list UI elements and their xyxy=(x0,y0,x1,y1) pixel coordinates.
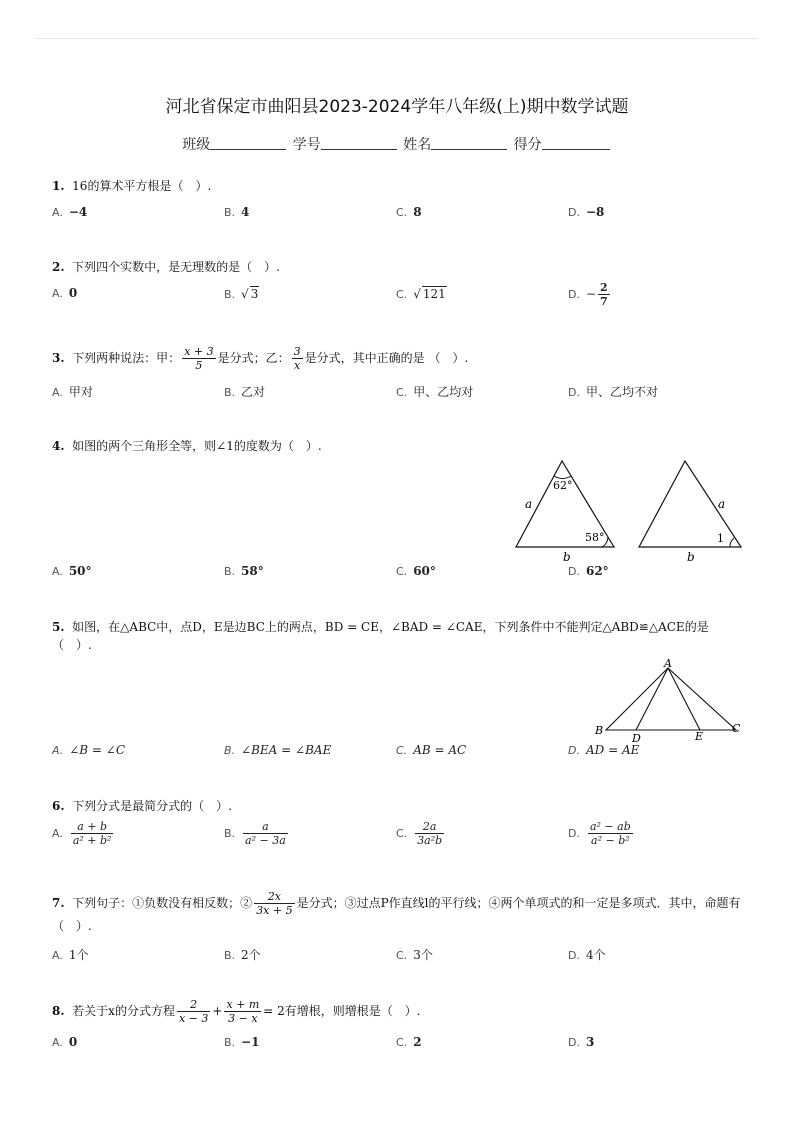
fraction: $\frac{x + m}{3 - x}$ xyxy=(226,998,260,1025)
score-label: 得分 xyxy=(513,137,542,153)
q3-option-a[interactable]: A. 甲对 xyxy=(52,385,93,399)
q6-option-a[interactable]: A. $\frac{a + b}{\text{a² + b²}}$ xyxy=(52,820,112,847)
question-number: 8. xyxy=(52,1004,65,1018)
q5-option-b[interactable]: B. ∠BEA = ∠BAE xyxy=(224,743,332,757)
segment-ae xyxy=(668,668,700,730)
fraction: $\frac{2x}{3x + 5}$ xyxy=(256,890,293,917)
q5-option-a[interactable]: A. ∠B = ∠C xyxy=(52,743,126,757)
name-label: 姓名 xyxy=(403,137,432,153)
right-triangle xyxy=(639,461,741,547)
question-number: 7. xyxy=(52,896,65,910)
question-5: 5. 如图，在△ABC中，点D，E是边BC上的两点，BD = CE，∠BAD = ∠CAE，下列条件中不能判定△ABD≌△ACE的是 （ ）. xyxy=(52,620,709,652)
q1-option-c[interactable]: C. 8 xyxy=(396,205,422,219)
q5-triangle-figure xyxy=(590,656,750,746)
sqrt-icon: √ xyxy=(413,287,421,301)
point-d-label: D xyxy=(632,732,641,745)
q4-option-b[interactable]: B. 58° xyxy=(224,564,264,578)
q2-option-b[interactable]: B. √ 3 xyxy=(224,287,259,301)
id-label: 学号 xyxy=(292,137,321,153)
question-number: 1. xyxy=(52,179,65,193)
q4-option-a[interactable]: A. 50° xyxy=(52,564,92,578)
question-number: 5. xyxy=(52,620,65,634)
q7-option-c[interactable]: C. 3个 xyxy=(396,948,433,962)
q7-option-b[interactable]: B. 2个 xyxy=(224,948,261,962)
q2-option-d[interactable]: D. − $\frac{2}{7}$ xyxy=(568,281,608,308)
triangle-abc xyxy=(606,668,736,730)
q7-option-a[interactable]: A. 1个 xyxy=(52,948,89,962)
question-number: 4. xyxy=(52,439,65,453)
fraction: $\frac{x + 3}{5}$ xyxy=(184,345,214,372)
q1-option-b[interactable]: B. 4 xyxy=(224,205,250,219)
q5-option-d[interactable]: D. AD = AE xyxy=(568,743,640,757)
point-e-label: E xyxy=(695,730,704,743)
name-blank[interactable] xyxy=(431,137,507,150)
question-text: 如图的两个三角形全等，则∠1的度数为（ ）. xyxy=(72,439,322,453)
question-8: 8. 若关于x的分式方程 $\frac{2}{x - 3}$ + $\frac{x + m}{3 - x}$ = 2有增根，则增根是（ ）. xyxy=(52,998,421,1025)
question-text: 如图，在△ABC中，点D，E是边BC上的两点，BD = CE，∠BAD = ∠CAE，下列条件中不能判定△ABD≌△ACE的是 xyxy=(72,620,709,634)
question-text: 16的算术平方根是（ ）. xyxy=(72,179,212,193)
q4-congruent-triangles-figure xyxy=(505,455,755,567)
q1-option-d[interactable]: D. −8 xyxy=(568,205,605,219)
q8-option-a[interactable]: A. 0 xyxy=(52,1035,78,1049)
q6-option-d[interactable]: D. $\frac{\text{a² − ab}}{\text{a² − b²}}$ xyxy=(568,820,631,847)
q2-option-a[interactable]: A. 0 xyxy=(52,286,78,300)
q5-option-c[interactable]: C. AB = AC xyxy=(396,743,467,757)
q3-option-b[interactable]: B. 乙对 xyxy=(224,385,266,399)
question-1 xyxy=(52,177,211,195)
q4-option-c[interactable]: C. 60° xyxy=(396,564,436,578)
class-blank[interactable] xyxy=(210,137,286,150)
top-divider xyxy=(36,38,758,39)
fraction: $\frac{2}{x - 3}$ xyxy=(178,998,209,1025)
question-text: 下列分式是最简分式的（ ）. xyxy=(72,799,232,813)
question-number: 2. xyxy=(52,260,65,274)
class-label: 班级 xyxy=(182,137,211,153)
question-6 xyxy=(52,797,232,815)
question-3: 3. 下列两种说法：甲： $\frac{x + 3}{5}$ 是分式；乙： $\frac{3}{x}$ 是分式，其中正确的是 （ ）. xyxy=(52,345,469,372)
score-blank[interactable] xyxy=(542,137,610,150)
side-b-label: b xyxy=(563,550,571,564)
q8-option-c[interactable]: C. 2 xyxy=(396,1035,422,1049)
q6-option-c[interactable]: C. $\frac{2a}{\text{3a²b}}$ xyxy=(396,820,443,847)
q4-option-d[interactable]: D. 62° xyxy=(568,564,609,578)
angle-62-label: 62° xyxy=(553,479,573,492)
q3-option-c[interactable]: C. 甲、乙均对 xyxy=(396,385,474,399)
angle-1-label: 1 xyxy=(717,532,724,545)
question-text: 下列四个实数中，是无理数的是（ ）. xyxy=(72,260,280,274)
question-4 xyxy=(52,437,322,455)
angle-58-label: 58° xyxy=(585,531,605,544)
segment-ad xyxy=(636,668,668,730)
angle-arc xyxy=(730,538,734,547)
point-b-label: B xyxy=(595,724,604,737)
side-a-label: a xyxy=(525,497,533,511)
q7-option-d[interactable]: D. 4个 xyxy=(568,948,606,962)
q2-option-c[interactable]: C. √ 121 xyxy=(396,287,446,301)
id-blank[interactable] xyxy=(321,137,397,150)
question-number: 3. xyxy=(52,351,65,365)
point-c-label: C xyxy=(732,722,741,735)
question-number: 6. xyxy=(52,799,65,813)
q8-option-b[interactable]: B. −1 xyxy=(224,1035,260,1049)
side-b-label: b xyxy=(687,550,695,564)
question-2 xyxy=(52,258,280,276)
q1-option-a[interactable]: A. −4 xyxy=(52,205,88,219)
point-a-label: A xyxy=(664,657,672,670)
fraction: $\frac{3}{x}$ xyxy=(293,345,301,372)
side-a-label: a xyxy=(718,497,726,511)
question-7: 7. 下列句子：①负数没有相反数；② $\frac{2x}{3x + 5}$ 是分式；③过点P作直线l的平行线；④两个单项式的和一定是多项式．其中，命题有 （ ）. xyxy=(52,890,741,933)
q6-option-b[interactable]: B. $\frac{a}{\text{a² − 3a}}$ xyxy=(224,820,286,847)
student-info-line xyxy=(0,134,794,154)
q3-option-d[interactable]: D. 甲、乙均不对 xyxy=(568,385,658,399)
sqrt-icon: √ xyxy=(241,287,249,301)
page-title: 河北省保定市曲阳县2023-2024学年八年级(上)期中数学试题 xyxy=(165,97,629,117)
q8-option-d[interactable]: D. 3 xyxy=(568,1035,595,1049)
